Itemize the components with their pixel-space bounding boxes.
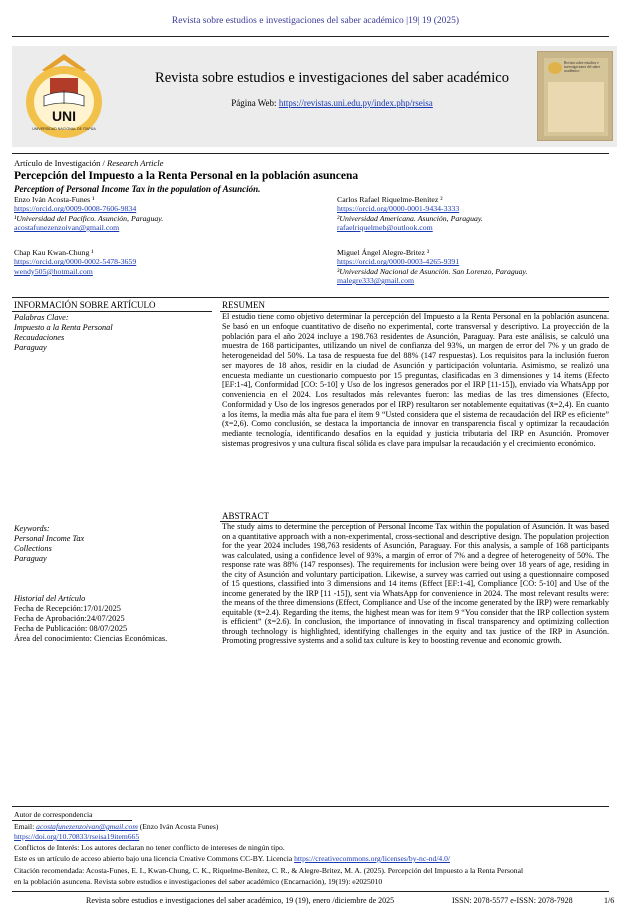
footer-journal-issue: Revista sobre estudios e investigaciones del saber académico, 19 (19), enero /diciembre de 2025 — [86, 896, 395, 905]
published-date: Fecha de Publicación: 08/07/2025 — [14, 624, 128, 634]
footer-issn: ISSN: 2078-5577 e-ISSN: 2078-7928 — [452, 896, 573, 905]
email-link[interactable]: malegre333@gmail.com — [337, 276, 415, 286]
resumen-heading: RESUMEN — [222, 300, 266, 310]
keywords-en — [14, 524, 214, 564]
journal-title: Revista sobre estudios e investigaciones del saber académico — [155, 70, 509, 86]
keywords-label: Palabras Clave: — [14, 313, 69, 322]
article-info-rule — [12, 311, 212, 312]
corresponding-email-link[interactable]: acostafunezenzoivan@gmail.com — [36, 822, 138, 831]
journal-cover-logo: Revista sobre estudios e investigaciones del saber académico — [537, 51, 613, 141]
keyword: Personal Income Tax — [14, 534, 85, 544]
corresponding-label: Autor de correspondencia — [14, 810, 93, 819]
journal-url-link[interactable]: https://revistas.uni.edu.py/index.php/rseisa — [278, 98, 433, 108]
corresponding-rule — [12, 820, 132, 821]
history-label: Historial del Artículo — [14, 594, 86, 603]
orcid-link[interactable]: https://orcid.org/0009-0008-7606-9834 — [14, 204, 137, 214]
article-info-heading: INFORMACIÓN SOBRE ARTÍCULO — [14, 300, 156, 310]
email-link[interactable]: acostafunezenzoivan@gmail.com — [14, 223, 120, 233]
doi — [14, 832, 614, 841]
article-title: Percepción del Impuesto a la Renta Personal en la población asuncena — [14, 170, 359, 182]
journal-banner — [12, 46, 617, 147]
resumen-text: El estudio tiene como objetivo determinar la percepción del Impuesto a la Renta Personal en la población asuncena. Se basó en un enfoque cuantitativo de diseño no experimental, corte transversal y descriptivo. La proyección de la población para el año 2024 incluye a 198.763 residentes de Asunción, Paraguay. Para este análisis, se calculó una muestra de 168 participantes, utilizando un nivel de confianza del 93%, un margen de error del 7% y un grado de heterogeneidad del 50%. La tasa de respuesta fue del 88% (147 respuestas). Los requisitos para la inclusión fueron ser mayores de 18 años, residir en la ciudad de Asunción y participación voluntaria. Asimismo, se realizó una encuesta mediante un cuestionario compuesto por 15 preguntas, clasificadas en 3 dimensiones y 14 ítems (Efecto [EF:1-4], Conformidad [CO: 5-10] y Uso de los ingresos generados por el IRP [11-15]), enviado vía WhatsApp por conveniencia en el 2024. Los resultados más relevantes fueron: las medias de las tres dimensiones (Efecto, Conformidad y Uso de los ingresos generados por el IRP) resultaron ser notablemente equitativas (x̄=2,4). En cuanto a los ítems, la media más alta fue para el ítem 9 “Usted considera que el sistema de recaudación del IRP es eficiente” (x̄=2,6). Como conclusión, se destaca la importancia de innovar en transparencia fiscal y optimizar la recaudación mediante tecnología, identificando desafíos en la equidad y justicia tributaria del IRP en Asunción. Promover sistemas progresivos y una cultura fiscal sólida es clave para impulsar la recaudación y el crecimiento económico. — [222, 312, 609, 448]
article-subtitle: Perception of Personal Income Tax in the population of Asunción. — [14, 184, 261, 194]
keyword: Paraguay — [14, 343, 47, 353]
abstract-heading: ABSTRACT — [222, 511, 270, 521]
authors-divider — [12, 297, 609, 298]
email-link[interactable]: wendy505@hotmail.com — [14, 266, 93, 276]
orcid-link[interactable]: https://orcid.org/0000-0001-9434-3333 — [337, 204, 460, 214]
received-date: Fecha de Recepción:17/01/2025 — [14, 604, 121, 614]
citation-line-2: en la población asuncena. Revista sobre estudios e investigaciones del saber académico (Encarnación), 19(19): e2025010 — [14, 877, 383, 886]
author-1: Enzo Iván Acosta-Funes ¹ https://orcid.org/0009-0008-7606-9834 ¹Universidad del Pacífico. Asunción, Paraguay. acostafunezenzoivan@gmail.com — [14, 195, 164, 233]
footer-divider-top — [12, 806, 609, 807]
license: Este es un artículo de acceso abierto bajo una licencia Creative Commons CC-BY. Licencia https://creativecommons.org/licenses/by-nc-nd/4.0/ — [14, 854, 451, 863]
svg-text:UNI: UNI — [51, 108, 77, 124]
corresponding-email: Email: acostafunezenzoivan@gmail.com (Enzo Iván Acosta Funes) — [14, 822, 219, 831]
footer-page-number: 1/6 — [604, 896, 615, 905]
keyword: Paraguay — [14, 554, 47, 564]
banner-divider — [12, 153, 609, 154]
svg-text:UNIVERSIDAD NACIONAL DE ITAPÚA: UNIVERSIDAD NACIONAL DE ITAPÚA — [32, 127, 96, 131]
author-2: Carlos Rafael Riquelme-Benítez ² https://orcid.org/0000-0001-9434-3333 ²Universidad Americana. Asunción, Paraguay. rafaelriquelmeb@outlook.com — [337, 195, 483, 233]
header-divider — [12, 36, 609, 37]
orcid-link[interactable]: https://orcid.org/0000-0003-4265-9391 — [337, 257, 460, 267]
conflicts: Conflictos de Interés: Los autores declaran no tener conflicto de intereses de ningún tipo. — [14, 843, 285, 852]
keywords-en-label: Keywords: — [14, 524, 50, 533]
author-3: Chap Kau Kwan-Chung ¹ https://orcid.org/0000-0002-5478-3659 wendy505@hotmail.com — [14, 248, 137, 276]
knowledge-area: Área del conocimiento: Ciencias Económicas. — [14, 634, 168, 644]
article-type: Artículo de Investigación / Research Article — [14, 158, 164, 168]
keyword: Recaudaciones — [14, 333, 65, 343]
keyword: Impuesto a la Renta Personal — [14, 323, 113, 333]
author-4: Miguel Ángel Alegre-Britez ³ https://orcid.org/0000-0003-4265-9391 ³Universidad Nacional de Asunción. San Lorenzo, Paraguay. malegre333@gmail.com — [337, 248, 528, 286]
email-link[interactable]: rafaelriquelmeb@outlook.com — [337, 223, 433, 233]
license-link[interactable]: https://creativecommons.org/licenses/by-nc-nd/4.0/ — [294, 854, 451, 863]
orcid-link[interactable]: https://orcid.org/0000-0002-5478-3659 — [14, 257, 137, 267]
citation-line-1: Citación recomendada: Acosta-Funes, E. I., Kwan-Chung, C. K., Riquelme-Benítez, C. R., & Alegre-Britez, M. A. (2025). Percepción del Impuesto a la Renta Personal — [14, 866, 524, 875]
footer-divider-bottom — [12, 891, 609, 892]
running-header: Revista sobre estudios e investigaciones del saber académico |19| 19 (2025) — [171, 16, 460, 26]
university-logo — [16, 50, 112, 142]
journal-web: Página Web: https://revistas.uni.edu.py/index.php/rseisa — [231, 98, 433, 108]
doi-link[interactable]: https://doi.org/10.70833/rseisa19item665 — [14, 832, 140, 841]
keywords-es — [14, 313, 214, 353]
abstract-text: The study aims to determine the perception of Personal Income Tax within the population of Asunción. It was based on a quantitative approach with a non-experimental, cross-sectional and descriptive design. The population projection for the year 2024 includes 198,763 residents of Asunción, Paraguay. For this analysis, a sample of 168 participants was calculated, using a confidence level of 93%, a margin of error of 7% and a degree of heterogeneity of 50%. The response rate was 88% (147 responses). The requirements for inclusion were being over 18 years of age, residing in the city of Asunción and voluntary participation. Likewise, a survey was carried out using a questionnaire composed of 15 questions, classified into 3 dimensions and 14 items (Effect [EF:1-4], Compliance [CO: 5-10] and Use of the income generated by the IRP [11 -15]), sent via WhatsApp for convenience in 2024. The most relevant results were: the means of the three dimensions (Effect, Compliance and Use of the income generated by the IRP) were remarkably equitable (x̄=2.4). Regarding the items, the highest mean was for item 9 “You consider that the IRP collection system is efficient” (x̄=2.6). In conclusion, the importance of innovating in fiscal transparency and optimizing collection through technology is highlighted, identifying challenges in the equity and tax justice of the IRP in Asunción. Promoting progressive systems and a solid tax culture is key to boosting revenue and economic growth. — [222, 522, 609, 646]
approved-date: Fecha de Aprobación:24/07/2025 — [14, 614, 125, 624]
keyword: Collections — [14, 544, 52, 554]
article-history — [14, 594, 214, 645]
